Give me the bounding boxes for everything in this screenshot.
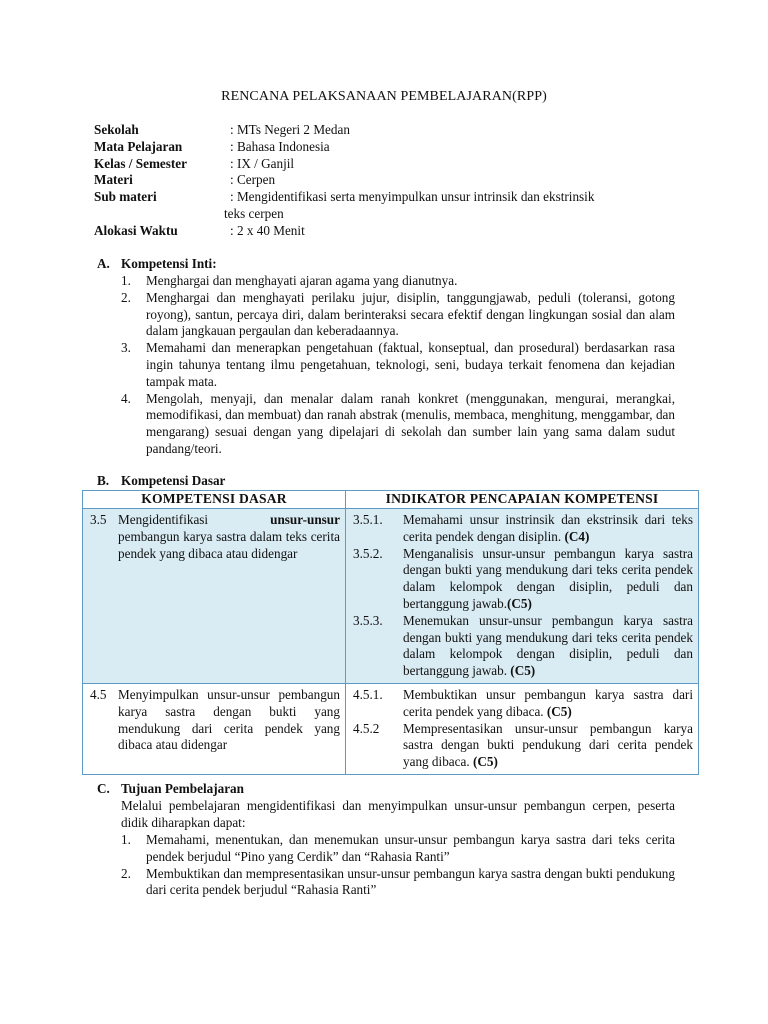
list-number: 3. (121, 340, 131, 356)
info-row-sekolah (94, 122, 694, 139)
indicator-cell (346, 683, 699, 774)
info-label: Sub materi (94, 189, 157, 205)
kompetensi-inti-list (121, 273, 675, 458)
info-label: Sekolah (94, 122, 139, 137)
indicator-text: Menganalisis unsur-unsur pembangun karya sastra dengan bukti yang mendukung dari teks cerita pendek dalam kelompok dengan disiplin, peduli dan bertanggung jawab. (403, 545, 693, 611)
indicator-level: (C5) (510, 663, 536, 679)
indicator-level: (C4) (564, 528, 590, 544)
table-header-row (83, 491, 699, 509)
info-label: Materi (94, 172, 133, 188)
section-letter: A. (97, 256, 110, 271)
info-row-sub-materi-continuation (94, 206, 694, 223)
kd-text-emphasis: unsur-unsur (270, 512, 340, 527)
indicator-text: Memahami unsur instrinsik dan ekstrinsik dari teks cerita pendek dengan disiplin. (403, 512, 693, 544)
kd-text-part: pembangun karya sastra dalam teks cerita pendek yang dibaca atau didengar (118, 528, 340, 561)
table-row (83, 509, 699, 684)
list-text: Memahami dan menerapkan pengetahuan (faktual, konseptual, dan prosedural) berdasarkan rasa ingin tahunya tentang ilmu pengetahuan, teknologi, seni, budaya terkait fenomena dan kejadian tampak mata. (146, 340, 675, 389)
list-number: 4. (121, 390, 131, 406)
tujuan-intro: Melalui pembelajaran mengidentifikasi dan menyimpulkan unsur-unsur pembangun cerpen, peserta didik diharapkan dapat: (121, 798, 675, 830)
indicator-item (353, 512, 693, 546)
kompetensi-dasar-table (82, 490, 699, 775)
indicator-number: 4.5.1. (353, 686, 383, 702)
document-title: RENCANA PELAKSANAAN PEMBELAJARAN(RPP) (221, 89, 547, 104)
info-row-sub-materi (94, 189, 694, 206)
info-row-materi (94, 172, 694, 189)
indicator-item (353, 613, 693, 680)
section-letter: C. (97, 781, 110, 796)
list-item (121, 866, 675, 900)
info-value: : Mengidentifikasi serta menyimpulkan unsur intrinsik dan ekstrinsik (230, 189, 595, 205)
section-b-heading (97, 473, 225, 490)
list-item (121, 832, 675, 866)
list-text: Membuktikan dan mempresentasikan unsur-unsur pembangun karya sastra dengan bukti pendukung dari cerita pendek berjudul “Rahasia Ranti” (146, 865, 675, 898)
column-header-indikator: INDIKATOR PENCAPAIAN KOMPETENSI (346, 491, 699, 509)
kd-text (90, 512, 340, 562)
indicator-text: Mempresentasikan unsur-unsur pembangun karya sastra dengan bukti pendukung dari cerita pendek yang dibaca. (403, 720, 693, 770)
indicator-cell (346, 509, 699, 684)
info-value: : 2 x 40 Menit (230, 222, 305, 238)
info-label: Alokasi Waktu (94, 222, 178, 238)
section-title: Kompetensi Dasar (121, 473, 226, 488)
info-value: : IX / Ganjil (230, 155, 295, 171)
kd-text: Menyimpulkan unsur-unsur pembangun karya sastra dengan bukti yang mendukung dari cerita pendek yang dibaca atau didengar (118, 686, 340, 753)
info-value: : MTs Negeri 2 Medan (230, 122, 350, 137)
indicator-number: 4.5.2 (353, 720, 380, 736)
indicator-level: (C5) (546, 703, 572, 719)
kd-number: 4.5 (90, 686, 107, 702)
list-item (121, 290, 675, 340)
section-letter: B. (97, 473, 110, 488)
indicator-number: 3.5.1. (353, 512, 383, 527)
section-c-heading (97, 781, 244, 798)
section-title: Kompetensi Inti: (121, 256, 217, 271)
indicator-level: (C5) (472, 754, 498, 770)
indicator-level: (C5) (507, 595, 532, 611)
kd-text-part: Mengidentifikasi (118, 512, 271, 527)
list-number: 2. (121, 289, 131, 305)
section-title: Tujuan Pembelajaran (121, 781, 244, 796)
tujuan-list (121, 832, 675, 899)
list-item (121, 273, 675, 290)
info-value: : Cerpen (230, 172, 276, 188)
list-text: Menghargai dan menghayati ajaran agama yang dianutnya. (146, 273, 458, 288)
list-number: 2. (121, 865, 131, 881)
info-row-mata-pelajaran (94, 139, 694, 156)
indicator-item (353, 721, 693, 771)
info-label: Kelas / Semester (94, 155, 188, 171)
info-row-kelas-semester (94, 156, 694, 173)
info-value: : Bahasa Indonesia (230, 138, 330, 154)
indicator-number: 3.5.2. (353, 545, 383, 561)
list-text: Menghargai dan menghayati perilaku jujur, disiplin, tanggungjawab, peduli (toleransi, gotong royong), santun, percaya diri, dalam berinteraksi secara efektif dengan lingkungan sosial dan alam dalam jangkauan pergaulan dan keberadaannya. (146, 289, 675, 339)
indicator-text: Menemukan unsur-unsur pembangun karya sastra dengan bukti yang mendukung dari teks cerita pendek dalam kelompok dengan disiplin, peduli dan bertanggung jawab. (403, 612, 693, 679)
indicator-item (353, 687, 693, 721)
indicator-number: 3.5.3. (353, 612, 383, 628)
list-number: 1. (121, 273, 131, 288)
table-row (83, 683, 699, 774)
info-row-alokasi-waktu (94, 223, 694, 240)
kd-cell (83, 509, 346, 684)
list-item (121, 340, 675, 390)
info-label: Mata Pelajaran (94, 138, 183, 154)
indicator-text: Membuktikan unsur pembangun karya sastra dari cerita pendek yang dibaca. (403, 686, 693, 719)
info-value-continuation: teks cerpen (224, 205, 284, 221)
identity-block (94, 122, 694, 240)
column-header-kompetensi-dasar: KOMPETENSI DASAR (83, 491, 346, 509)
list-number: 1. (121, 832, 131, 847)
kd-cell (83, 683, 346, 774)
section-a-heading (97, 256, 217, 273)
list-text: Mengolah, menyaji, dan menalar dalam ranah konkret (menggunakan, mengurai, merangkai, memodifikasi, dan membuat) dan ranah abstrak (menulis, membaca, menghitung, menggambar, dan mengarang) sesuai dengan yang dipelajari di sekolah dan sumber lain yang sama dalam sudut pandang/teori. (146, 390, 675, 456)
indicator-item (353, 546, 693, 613)
list-text: Memahami, menentukan, dan menemukan unsur-unsur pembangun karya sastra dari teks cerita pendek berjudul “Pino yang Cerdik” dan “Rahasia Ranti” (146, 832, 675, 864)
list-item (121, 391, 675, 458)
kd-number: 3.5 (90, 512, 107, 527)
